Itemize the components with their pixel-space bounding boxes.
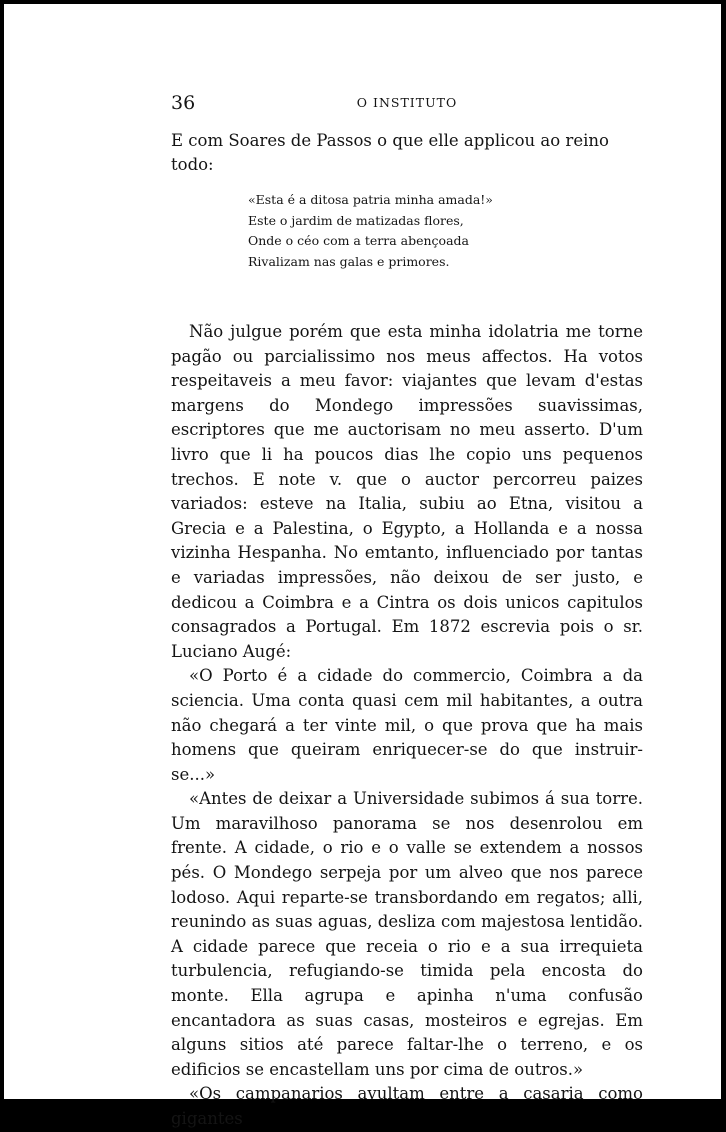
book-page	[4, 4, 721, 1128]
verse-line: Este o jardim de matizadas flores,	[248, 212, 464, 228]
paragraph: Não julgue porém que esta minha idolatria me torne pagão ou parcialissimo nos meus affectos. Ha votos respeitaveis a meu favor: viajantes que levam d'estas margens do Mondego impressões suavissimas, escriptores que me auctorisam no meu asserto. D'um livro que li ha poucos dias lhe copio uns pequenos trechos. E note v. que o auctor percorreu paizes variados: esteve na Italia, subiu ao Etna, visitou a Grecia e a Palestina, o Egypto, a Hollanda e a nossa vizinha Hespanha. No emtanto, influenciado por tantas e variadas impressões, não deixou de ser justo, e dedicou a Coimbra e a Cintra os dois unicos capitulos consagrados a Portugal. Em 1872 escrevia pois o sr. Luciano Augé:	[171, 322, 643, 661]
page-number: 36	[171, 92, 196, 114]
body-text	[171, 320, 643, 1132]
verse-line: «Esta é a ditosa patria minha amada!»	[248, 192, 493, 207]
paragraph: «Antes de deixar a Universidade subimos á sua torre. Um maravilhoso panorama se nos desenrolou em frente. A cidade, o rio e o valle se extendem a nossos pés. O Mondego serpeja por um alveo que nos parece lodoso. Aqui reparte-se transbordando em regatos; alli, reunindo as suas aguas, desliza com majestosa lentidão. A cidade parece que receia o rio e a sua irrequieta turbulencia, refugiando-se timida pela encosta do monte. Ella agrupa e apinha n'uma confusão encantadora as suas casas, mosteiros e egrejas. Em alguns sitios até parece faltar-lhe o terreno, e os edificios se encastellam uns por cima de outros.»	[171, 789, 643, 1079]
running-title: O INSTITUTO	[356, 95, 458, 110]
paragraph: «O Porto é a cidade do commercio, Coimbra a da sciencia. Uma conta quasi cem mil habitantes, a outra não chegará a ter vinte mil, o que prova que ha mais homens que queiram enriquecer-se do que instruir-se...»	[171, 666, 643, 784]
verse-line: Onde o céo com a terra abençoada	[248, 233, 469, 248]
paragraph: «Os campanarios avultam entre a casaria como gigantes	[171, 1084, 643, 1128]
verse-line: Rivalizam nas galas e primores.	[248, 253, 450, 269]
verse-quote	[248, 190, 568, 272]
lead-line: E com Soares de Passos o que elle applicou ao reino todo:	[171, 131, 609, 174]
page-header	[171, 92, 643, 114]
